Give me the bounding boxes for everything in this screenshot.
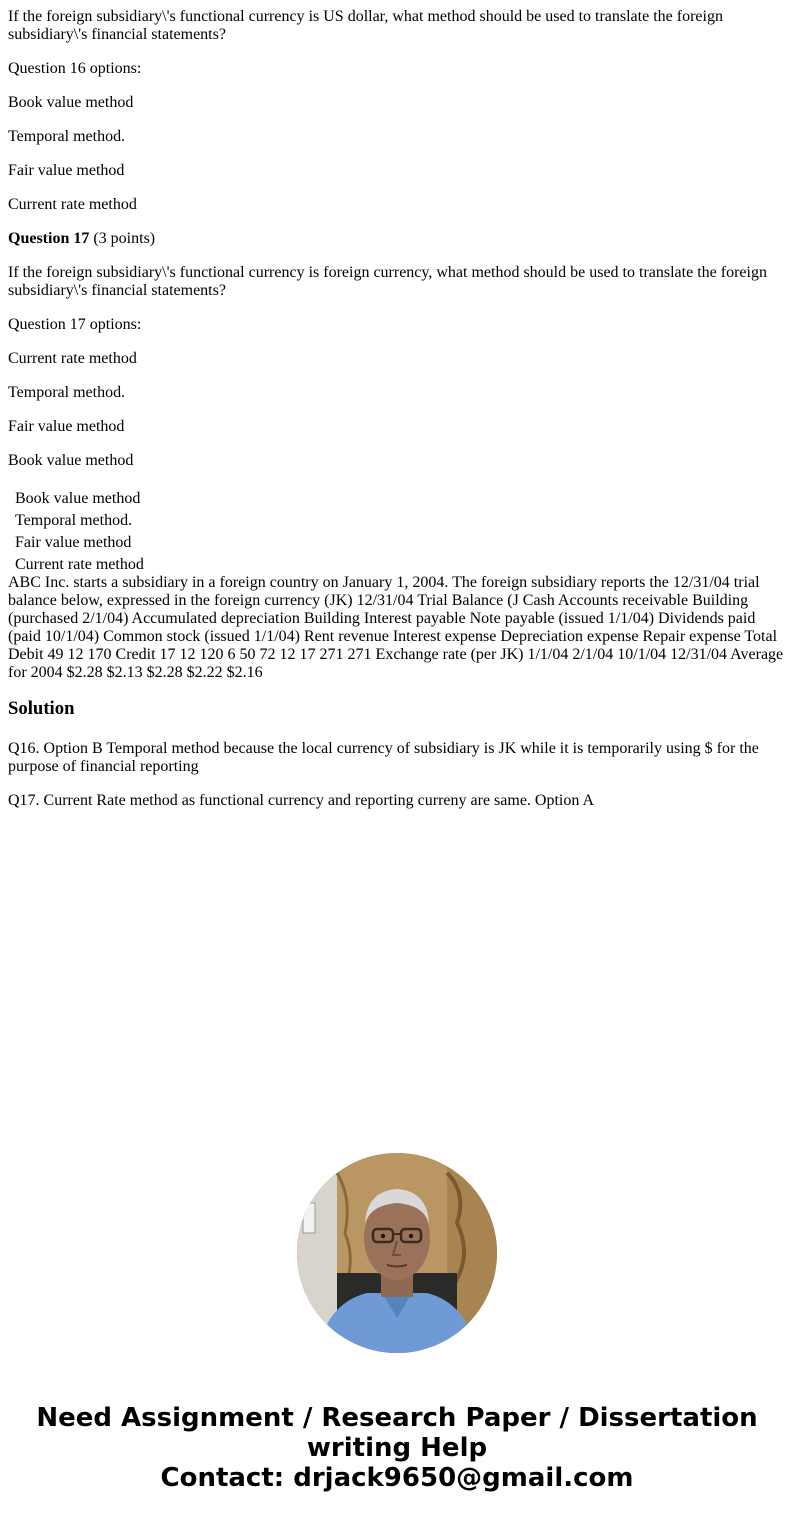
q17-option-d: Book value method bbox=[8, 452, 134, 469]
contact-banner bbox=[0, 1403, 794, 1493]
q16-question-text: If the foreign subsidiary\'s functional currency is US dollar, what method should be used to translate the foreign subsidiary\'s financial statements? bbox=[8, 8, 723, 43]
author-photo bbox=[297, 1153, 497, 1353]
q16-answer: Q16. Option B Temporal method because the local currency of subsidiary is JK while it is temporarily using $ for the purpose of financial reporting bbox=[8, 740, 759, 775]
banner-contact-line: Contact: drjack9650@gmail.com bbox=[160, 1463, 634, 1493]
extra-option: Fair value method bbox=[15, 534, 132, 551]
q17-options-label: Question 17 options: bbox=[8, 316, 142, 333]
q17-title: Question 17 bbox=[8, 230, 90, 247]
banner-line-2: writing Help bbox=[306, 1433, 488, 1463]
document-body bbox=[8, 8, 786, 826]
q16-option-a: Book value method bbox=[8, 94, 134, 111]
q17-points: (3 points) bbox=[93, 230, 156, 247]
q17-heading bbox=[8, 230, 786, 248]
trial-balance-paragraph: ABC Inc. starts a subsidiary in a foreign country on January 1, 2004. The foreign subsidiary reports the 12/31/04 trial balance below, expressed in the foreign currency (JK) 12/31/04 Trial Balance (J Cash Accounts receivable Building (purchased 2/1/04) Accumulated depreciation Building Interest payable Note payable (issued 1/1/04) Dividends paid (paid 10/1/04) Common stock (issued 1/1/04) Rent revenue Interest expense Depreciation expense Repair expense Total Debit 49 12 170 Credit 17 12 120 6 50 72 12 17 271 271 Exchange rate (per JK) 1/1/04 2/1/04 10/1/04 12/31/04 Average for 2004 $2.28 $2.13 $2.28 $2.22 $2.16 bbox=[8, 574, 784, 681]
q17-option-c: Fair value method bbox=[8, 418, 125, 435]
banner-line-1: Need Assignment / Research Paper / Dissertation bbox=[36, 1403, 758, 1433]
extra-options-list bbox=[15, 488, 786, 576]
extra-option: Temporal method. bbox=[15, 512, 133, 529]
q17-answer: Q17. Current Rate method as functional currency and reporting curreny are same. Option A bbox=[8, 792, 595, 809]
q17-option-b: Temporal method. bbox=[8, 384, 126, 401]
q16-options-label: Question 16 options: bbox=[8, 60, 142, 77]
extra-option: Book value method bbox=[15, 490, 141, 507]
solution-heading: Solution bbox=[8, 698, 75, 719]
extra-option: Current rate method bbox=[15, 556, 144, 573]
q17-option-a: Current rate method bbox=[8, 350, 137, 367]
q16-option-c: Fair value method bbox=[8, 162, 125, 179]
q16-option-b: Temporal method. bbox=[8, 128, 126, 145]
q17-question-text: If the foreign subsidiary\'s functional currency is foreign currency, what method should be used to translate the foreign subsidiary\'s financial statements? bbox=[8, 264, 767, 299]
q16-option-d: Current rate method bbox=[8, 196, 137, 213]
